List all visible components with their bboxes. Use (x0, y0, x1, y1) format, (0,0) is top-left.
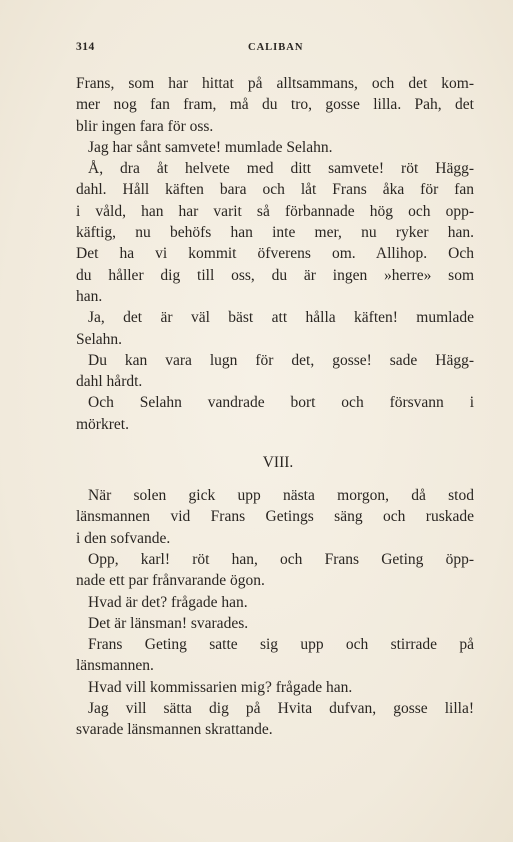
text-line: du håller dig till oss, du är ingen »herre» som (76, 266, 474, 284)
text-line: Hvad vill kommissarien mig? frågade han. (88, 678, 353, 696)
text-line: Å, dra åt helvete med ditt samvete! röt Hägg- (88, 160, 474, 178)
text-line: Och Selahn vandrade bort och försvann i (88, 394, 474, 412)
text-line: mörkret. (76, 415, 129, 433)
text-line: Opp, karl! röt han, och Frans Geting öpp- (88, 550, 474, 568)
text-line: Frans, som har hittat på alltsammans, och det kom- (76, 75, 474, 92)
text-section-after-chapter (76, 485, 474, 741)
text-line: dahl hårdt. (76, 373, 143, 391)
text-line: Det ha vi kommit öfverens om. Allihop. Och (76, 245, 474, 263)
text-line: svarade länsmannen skrattande. (76, 721, 273, 739)
page-number: 314 (76, 41, 95, 53)
text-line: i den sofvande. (76, 529, 171, 547)
text-line: dahl. Håll käften bara och låt Frans åka för fan (76, 181, 474, 199)
text-line: länsmannen. (76, 657, 154, 675)
running-head: CALIBAN (248, 42, 304, 53)
text-line: Det är länsman! svarades. (88, 614, 249, 632)
text-line: Selahn. (76, 330, 123, 348)
text-line: När solen gick upp nästa morgon, då stod (88, 487, 474, 505)
text-line: mer nog fan fram, må du tro, gosse lilla. Pah, det (76, 96, 474, 114)
text-section-before-chapter (76, 73, 474, 435)
text-line: Ja, det är väl bäst att hålla käften! mumlade (88, 309, 474, 327)
text-line: länsmannen vid Frans Getings säng och ruskade (76, 508, 474, 526)
text-line: blir ingen fara för oss. (76, 117, 214, 135)
text-line: Jag har sånt samvete! mumlade Selahn. (88, 138, 333, 156)
text-line: käftig, nu behöfs han inte mer, nu ryker han. (76, 224, 474, 242)
text-line: Jag vill sätta dig på Hvita dufvan, gosse lilla! (88, 700, 474, 718)
text-line: Du kan vara lugn för det, gosse! sade Hägg- (88, 351, 474, 369)
body-text (76, 73, 474, 741)
text-line: han. (76, 287, 103, 305)
text-line: i våld, han har varit så förbannade hög och opp- (76, 202, 474, 220)
text-line: Frans Geting satte sig upp och stirrade på (88, 636, 474, 654)
page-header (76, 41, 474, 59)
text-line: nade ett par frånvarande ögon. (76, 572, 265, 590)
chapter-heading: VIII. (262, 454, 294, 472)
text-line: Hvad är det? frågade han. (88, 593, 248, 611)
